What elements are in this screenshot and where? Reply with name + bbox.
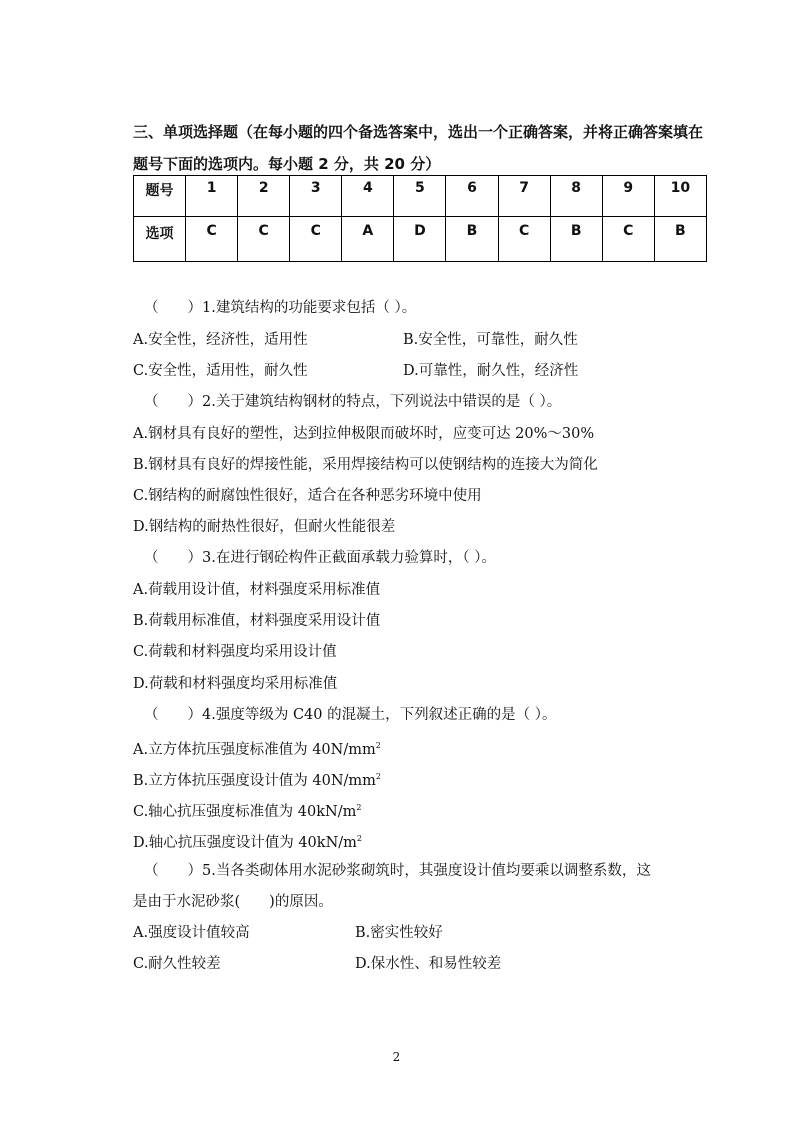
answer-cell: A [342,217,394,262]
question-number-cell: 3 [290,176,342,217]
question-number-cell: 7 [498,176,550,217]
question-4-stem: （ ）4.强度等级为 C40 的混凝土，下列叙述正确的是（ ）。 [144,707,557,723]
question-1-options-row-1 [133,330,713,350]
answer-cell: C [602,217,654,262]
question-1-options-row-2 [133,361,713,381]
question-3-stem: （ ）3.在进行钢砼构件正截面承载力验算时，（ ）。 [144,550,496,566]
question-2-stem: （ ）2.关于建筑结构钢材的特点，下列说法中错误的是（ ）。 [144,394,562,410]
question-1-option-a: A.安全性，经济性，适用性 [133,332,308,348]
question-number-cell: 5 [394,176,446,217]
question-2-option-a: A.钢材具有良好的塑性，达到拉伸极限而破坏时，应变可达 20%～30% [133,426,595,442]
unit-exponent: 2 [375,741,381,750]
question-5-stem-line-1: （ ）5.当各类砌体用水泥砂浆砌筑时，其强度设计值均要乘以调整系数，这 [144,863,651,879]
question-5-stem-line-2: 是由于水泥砂浆( )的原因。 [133,894,333,910]
question-2-option-d: D.钢结构的耐热性很好，但耐火性能很差 [133,519,396,535]
question-number-cell: 2 [238,176,290,217]
question-3-option-a: A.荷载用设计值，材料强度采用标准值 [133,582,381,598]
row-label-answer: 选项 [134,217,186,262]
question-5-option-d: D.保水性、和易性较差 [355,956,502,972]
question-4-option-c-line [133,798,713,822]
answer-cell: D [394,217,446,262]
answer-cell: C [290,217,342,262]
question-3-option-d: D.荷载和材料强度均采用标准值 [133,676,338,692]
page-number: 2 [392,1050,401,1064]
section-heading: 三、单项选择题（在每小题的四个备选答案中，选出一个正确答案，并将正确答案填在题号下面的选项内。每小题 2 分，共 20 分） [133,123,704,173]
question-1-option-b: B.安全性，可靠性，耐久性 [403,332,578,348]
answer-cell: C [238,217,290,262]
answer-table-number-row [134,176,707,217]
question-3-option-b: B.荷载用标准值，材料强度采用设计值 [133,613,381,629]
question-number-cell: 1 [186,176,238,217]
question-4-option-a: A.立方体抗压强度标准值为 40N/mm [133,742,376,758]
question-number-cell: 6 [446,176,498,217]
unit-exponent: 2 [356,803,362,812]
question-4-option-b-line [133,767,713,791]
unit-exponent: 2 [356,834,362,843]
question-2-option-c: C.钢结构的耐腐蚀性很好，适合在各种恶劣环境中使用 [133,488,482,504]
question-1-option-c: C.安全性，适用性，耐久性 [133,363,308,379]
answer-cell: C [498,217,550,262]
question-4-option-d-line [133,829,713,853]
answer-cell: B [446,217,498,262]
question-number-cell: 8 [550,176,602,217]
question-1-option-d: D.可靠性，耐久性，经济性 [403,363,579,379]
answer-cell: B [654,217,706,262]
question-4-option-a-line [133,736,713,760]
answer-cell: B [550,217,602,262]
row-label-question-number: 题号 [134,176,186,217]
question-1-stem: （ ）1.建筑结构的功能要求包括（ ）。 [144,300,417,316]
question-4-option-b: B.立方体抗压强度设计值为 40N/mm [133,773,376,789]
question-5-option-a: A.强度设计值较高 [133,925,250,941]
question-4-option-c: C.轴心抗压强度标准值为 40kN/m [133,804,357,820]
question-2-option-b: B.钢材具有良好的焊接性能，采用焊接结构可以使钢结构的连接大为简化 [133,457,598,473]
question-number-cell: 9 [602,176,654,217]
unit-exponent: 2 [375,772,381,781]
answer-table-answer-row [134,217,707,262]
question-4-option-d: D.轴心抗压强度设计值为 40kN/m [133,835,357,851]
question-5-options-row-1 [133,923,713,943]
question-5-option-c: C.耐久性较差 [133,956,221,972]
answer-table [133,175,707,262]
question-3-option-c: C.荷载和材料强度均采用设计值 [133,644,337,660]
question-number-cell: 4 [342,176,394,217]
question-5-options-row-2 [133,954,713,974]
question-5-option-b: B.密实性较好 [355,925,443,941]
question-number-cell: 10 [654,176,706,217]
answer-cell: C [186,217,238,262]
